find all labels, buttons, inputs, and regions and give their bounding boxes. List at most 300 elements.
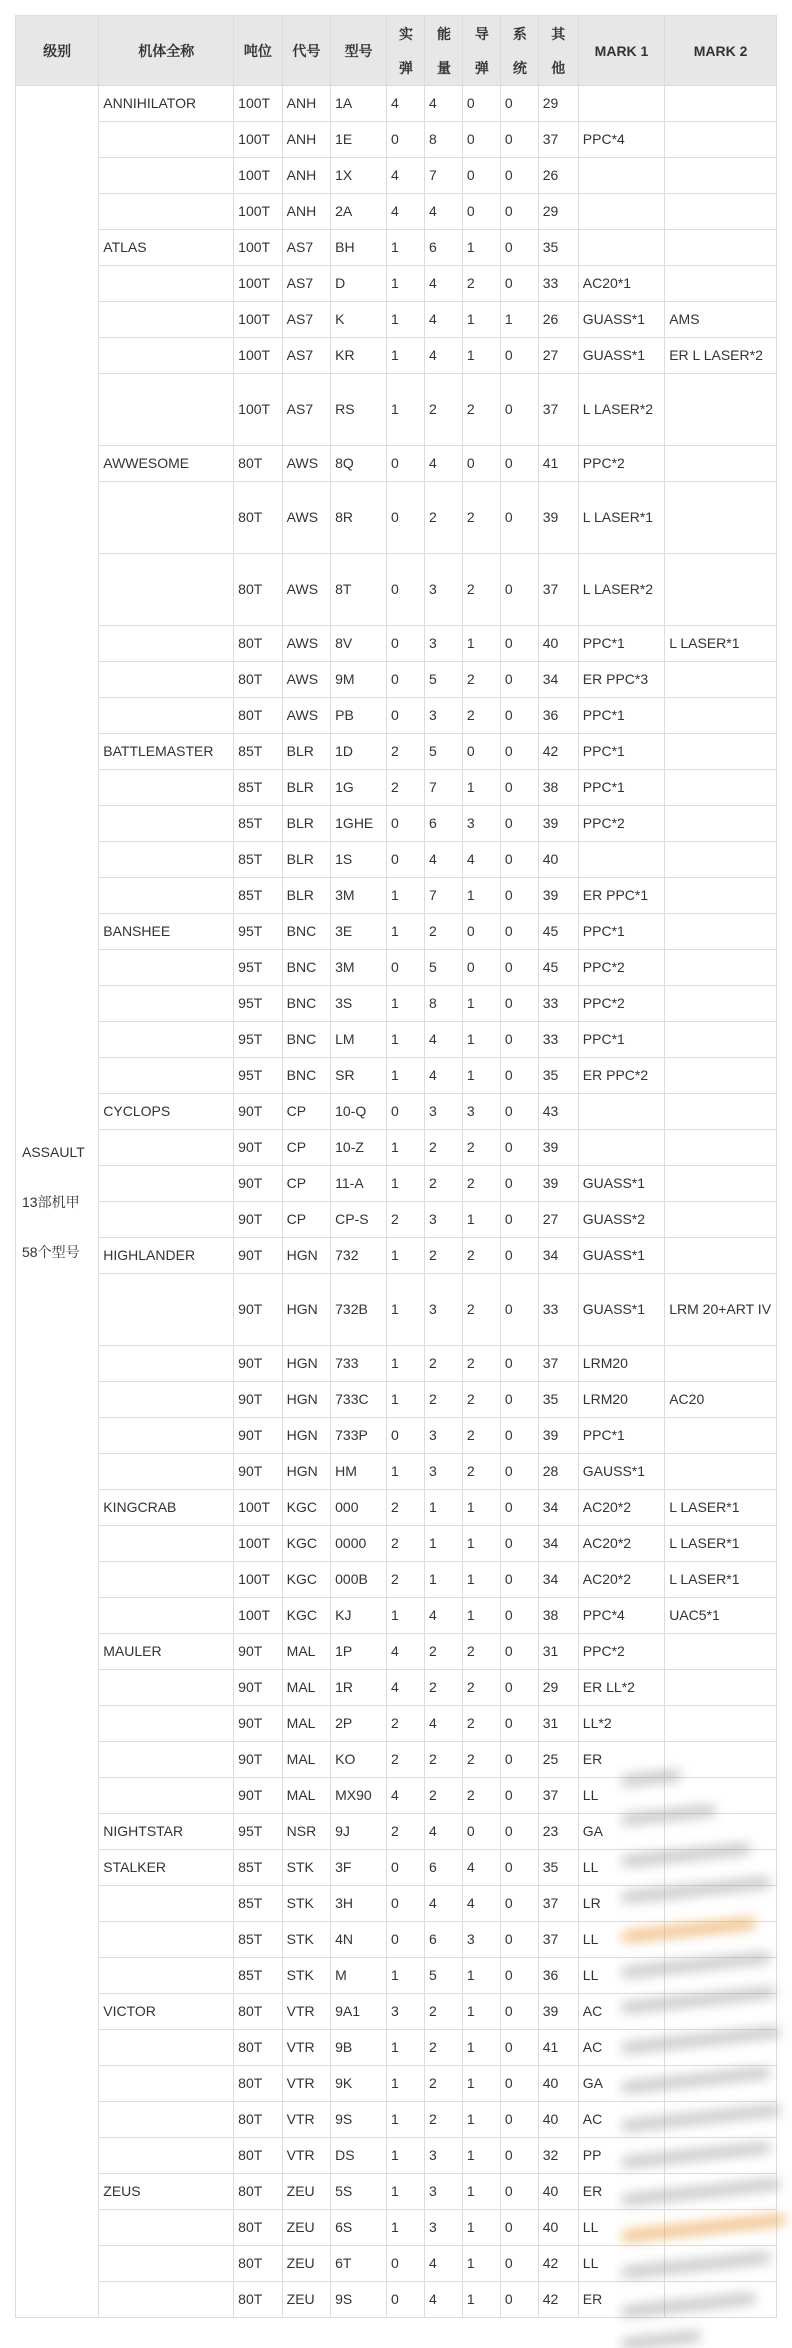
- mech-name-cell: MAULER: [99, 1634, 234, 1670]
- ballistic-cell: 4: [387, 194, 425, 230]
- ballistic-cell: 0: [387, 626, 425, 662]
- page: [15, 15, 777, 2318]
- other-cell: 40: [538, 2210, 578, 2246]
- tonnage-cell: 80T: [234, 662, 282, 698]
- model-cell: CP-S: [331, 1202, 387, 1238]
- table-row: [16, 734, 777, 770]
- missile-cell: 1: [462, 1994, 500, 2030]
- mark1-cell: GUASS*1: [578, 1166, 664, 1202]
- code-cell: KGC: [282, 1598, 330, 1634]
- mark2-cell: ER L LASER*2: [665, 338, 777, 374]
- model-cell: 1GHE: [331, 806, 387, 842]
- mark1-cell: AC: [578, 2102, 664, 2138]
- code-cell: KGC: [282, 1562, 330, 1598]
- energy-cell: 4: [424, 2246, 462, 2282]
- tonnage-cell: 100T: [234, 374, 282, 446]
- missile-cell: 3: [462, 1094, 500, 1130]
- mark2-cell: UAC5*1: [665, 1598, 777, 1634]
- code-cell: HGN: [282, 1454, 330, 1490]
- code-cell: ANH: [282, 158, 330, 194]
- model-cell: 9J: [331, 1814, 387, 1850]
- missile-cell: 1: [462, 2030, 500, 2066]
- tonnage-cell: 95T: [234, 1814, 282, 1850]
- mark1-cell: L LASER*2: [578, 554, 664, 626]
- other-cell: 37: [538, 1778, 578, 1814]
- ballistic-cell: 0: [387, 446, 425, 482]
- tonnage-cell: 85T: [234, 1922, 282, 1958]
- other-cell: 35: [538, 230, 578, 266]
- ballistic-cell: 1: [387, 1238, 425, 1274]
- other-cell: 29: [538, 86, 578, 122]
- other-cell: 39: [538, 1418, 578, 1454]
- other-cell: 35: [538, 1058, 578, 1094]
- table-row: [16, 194, 777, 230]
- tonnage-cell: 100T: [234, 1562, 282, 1598]
- mark2-cell: [665, 1130, 777, 1166]
- model-cell: 3H: [331, 1886, 387, 1922]
- code-cell: KGC: [282, 1526, 330, 1562]
- tonnage-cell: 90T: [234, 1346, 282, 1382]
- mech-name-cell: [99, 2066, 234, 2102]
- header-name: 机体全称: [99, 16, 234, 86]
- ballistic-cell: 1: [387, 2210, 425, 2246]
- mech-name-cell: [99, 194, 234, 230]
- table-row: [16, 950, 777, 986]
- table-row: [16, 878, 777, 914]
- ballistic-cell: 1: [387, 1058, 425, 1094]
- energy-cell: 2: [424, 1166, 462, 1202]
- mech-name-cell: [99, 1598, 234, 1634]
- system-cell: 0: [500, 662, 538, 698]
- tonnage-cell: 80T: [234, 446, 282, 482]
- energy-cell: 4: [424, 1814, 462, 1850]
- ballistic-cell: 1: [387, 1598, 425, 1634]
- tonnage-cell: 80T: [234, 626, 282, 662]
- system-cell: 0: [500, 914, 538, 950]
- code-cell: MAL: [282, 1706, 330, 1742]
- ballistic-cell: 0: [387, 842, 425, 878]
- other-cell: 32: [538, 2138, 578, 2174]
- energy-cell: 6: [424, 1850, 462, 1886]
- other-cell: 40: [538, 2066, 578, 2102]
- mark2-cell: [665, 86, 777, 122]
- tonnage-cell: 80T: [234, 1994, 282, 2030]
- ballistic-cell: 4: [387, 1670, 425, 1706]
- table-row: [16, 2102, 777, 2138]
- ballistic-cell: 1: [387, 1022, 425, 1058]
- tonnage-cell: 80T: [234, 482, 282, 554]
- missile-cell: 2: [462, 1418, 500, 1454]
- ballistic-cell: 2: [387, 770, 425, 806]
- mark2-cell: [665, 878, 777, 914]
- system-cell: 0: [500, 626, 538, 662]
- mech-name-cell: ATLAS: [99, 230, 234, 266]
- missile-cell: 1: [462, 302, 500, 338]
- code-cell: VTR: [282, 2030, 330, 2066]
- other-cell: 34: [538, 1562, 578, 1598]
- missile-cell: 2: [462, 1778, 500, 1814]
- mark1-cell: LRM20: [578, 1346, 664, 1382]
- system-cell: 0: [500, 1094, 538, 1130]
- missile-cell: 1: [462, 1526, 500, 1562]
- code-cell: HGN: [282, 1274, 330, 1346]
- ballistic-cell: 2: [387, 1202, 425, 1238]
- mech-name-cell: ZEUS: [99, 2174, 234, 2210]
- energy-cell: 4: [424, 1058, 462, 1094]
- table-row: [16, 266, 777, 302]
- mech-name-cell: KINGCRAB: [99, 1490, 234, 1526]
- table-row: [16, 1814, 777, 1850]
- ballistic-cell: 1: [387, 302, 425, 338]
- mark2-cell: L LASER*1: [665, 1490, 777, 1526]
- mark1-cell: PPC*4: [578, 122, 664, 158]
- mech-name-cell: [99, 302, 234, 338]
- table-row: [16, 1598, 777, 1634]
- model-cell: 1P: [331, 1634, 387, 1670]
- mech-name-cell: [99, 1166, 234, 1202]
- mech-name-cell: [99, 2210, 234, 2246]
- class-cell-line: 13部机甲: [22, 1193, 80, 1210]
- mark2-cell: [665, 770, 777, 806]
- tonnage-cell: 90T: [234, 1094, 282, 1130]
- tonnage-cell: 80T: [234, 2102, 282, 2138]
- other-cell: 40: [538, 2102, 578, 2138]
- energy-cell: 2: [424, 2030, 462, 2066]
- system-cell: 0: [500, 1706, 538, 1742]
- model-cell: 3M: [331, 878, 387, 914]
- energy-cell: 4: [424, 86, 462, 122]
- header-system: 系统: [500, 16, 538, 86]
- mark1-cell: PPC*2: [578, 446, 664, 482]
- table-row: [16, 1346, 777, 1382]
- model-cell: D: [331, 266, 387, 302]
- missile-cell: 1: [462, 878, 500, 914]
- other-cell: 39: [538, 1166, 578, 1202]
- system-cell: 0: [500, 446, 538, 482]
- ballistic-cell: 0: [387, 554, 425, 626]
- other-cell: 34: [538, 1238, 578, 1274]
- ballistic-cell: 0: [387, 122, 425, 158]
- mark1-cell: PPC*1: [578, 914, 664, 950]
- model-cell: 8T: [331, 554, 387, 626]
- other-cell: 36: [538, 698, 578, 734]
- mark1-cell: [578, 86, 664, 122]
- tonnage-cell: 80T: [234, 2282, 282, 2318]
- energy-cell: 3: [424, 1418, 462, 1454]
- code-cell: ANH: [282, 86, 330, 122]
- energy-cell: 2: [424, 374, 462, 446]
- ballistic-cell: 2: [387, 1490, 425, 1526]
- tonnage-cell: 90T: [234, 1382, 282, 1418]
- model-cell: 732B: [331, 1274, 387, 1346]
- table-row: [16, 1778, 777, 1814]
- model-cell: MX90: [331, 1778, 387, 1814]
- mark1-cell: LL*2: [578, 1706, 664, 1742]
- missile-cell: 0: [462, 1814, 500, 1850]
- code-cell: HGN: [282, 1346, 330, 1382]
- tonnage-cell: 80T: [234, 2246, 282, 2282]
- tonnage-cell: 80T: [234, 2066, 282, 2102]
- table-row: [16, 1058, 777, 1094]
- mech-name-cell: [99, 2246, 234, 2282]
- tonnage-cell: 85T: [234, 1850, 282, 1886]
- system-cell: 0: [500, 2210, 538, 2246]
- mark2-cell: [665, 194, 777, 230]
- other-cell: 39: [538, 1994, 578, 2030]
- tonnage-cell: 100T: [234, 122, 282, 158]
- mark2-cell: [665, 266, 777, 302]
- mark1-cell: GUASS*2: [578, 1202, 664, 1238]
- mech-name-cell: [99, 1526, 234, 1562]
- header-row: [16, 16, 777, 86]
- code-cell: AWS: [282, 698, 330, 734]
- mark1-cell: [578, 158, 664, 194]
- system-cell: 0: [500, 698, 538, 734]
- tonnage-cell: 90T: [234, 1706, 282, 1742]
- code-cell: AS7: [282, 374, 330, 446]
- missile-cell: 2: [462, 482, 500, 554]
- mark1-cell: ER PPC*3: [578, 662, 664, 698]
- table-row: [16, 1670, 777, 1706]
- table-row: [16, 698, 777, 734]
- model-cell: 1A: [331, 86, 387, 122]
- ballistic-cell: 0: [387, 806, 425, 842]
- energy-cell: 1: [424, 1526, 462, 1562]
- code-cell: AWS: [282, 554, 330, 626]
- mark1-cell: [578, 1130, 664, 1166]
- header-ballistic: 实弹: [387, 16, 425, 86]
- system-cell: 0: [500, 482, 538, 554]
- code-cell: AWS: [282, 662, 330, 698]
- ballistic-cell: 2: [387, 1526, 425, 1562]
- tonnage-cell: 90T: [234, 1742, 282, 1778]
- mech-name-cell: [99, 158, 234, 194]
- table-row: [16, 374, 777, 446]
- model-cell: LM: [331, 1022, 387, 1058]
- ballistic-cell: 4: [387, 1778, 425, 1814]
- model-cell: BH: [331, 230, 387, 266]
- other-cell: 33: [538, 1274, 578, 1346]
- tonnage-cell: 100T: [234, 266, 282, 302]
- other-cell: 34: [538, 1490, 578, 1526]
- system-cell: 0: [500, 1058, 538, 1094]
- tonnage-cell: 80T: [234, 2138, 282, 2174]
- mech-name-cell: [99, 878, 234, 914]
- missile-cell: 2: [462, 374, 500, 446]
- mark1-cell: AC20*2: [578, 1562, 664, 1598]
- other-cell: 37: [538, 554, 578, 626]
- ballistic-cell: 4: [387, 1634, 425, 1670]
- mark1-cell: PPC*1: [578, 1418, 664, 1454]
- ballistic-cell: 0: [387, 1418, 425, 1454]
- code-cell: AWS: [282, 626, 330, 662]
- energy-cell: 4: [424, 446, 462, 482]
- table-row: [16, 2282, 777, 2318]
- header-mark2: MARK 2: [665, 16, 777, 86]
- mech-name-cell: [99, 2030, 234, 2066]
- system-cell: 0: [500, 1238, 538, 1274]
- system-cell: 0: [500, 554, 538, 626]
- mark1-cell: AC: [578, 2030, 664, 2066]
- table-row: [16, 1202, 777, 1238]
- energy-cell: 5: [424, 1958, 462, 1994]
- table-row: [16, 2210, 777, 2246]
- other-cell: 37: [538, 1346, 578, 1382]
- mark1-cell: PPC*2: [578, 806, 664, 842]
- mark1-cell: [578, 1094, 664, 1130]
- system-cell: 0: [500, 1742, 538, 1778]
- table-row: [16, 86, 777, 122]
- ballistic-cell: 1: [387, 1958, 425, 1994]
- system-cell: 0: [500, 1814, 538, 1850]
- model-cell: PB: [331, 698, 387, 734]
- tonnage-cell: 90T: [234, 1634, 282, 1670]
- system-cell: 0: [500, 1994, 538, 2030]
- other-cell: 41: [538, 2030, 578, 2066]
- mark2-cell: [665, 2030, 777, 2066]
- mark1-cell: GUASS*1: [578, 1238, 664, 1274]
- code-cell: MAL: [282, 1670, 330, 1706]
- other-cell: 29: [538, 194, 578, 230]
- mech-name-cell: HIGHLANDER: [99, 1238, 234, 1274]
- ballistic-cell: 2: [387, 1742, 425, 1778]
- system-cell: 0: [500, 374, 538, 446]
- system-cell: 0: [500, 1562, 538, 1598]
- ballistic-cell: 0: [387, 482, 425, 554]
- mark2-cell: [665, 950, 777, 986]
- mech-name-cell: [99, 1346, 234, 1382]
- mech-name-cell: [99, 626, 234, 662]
- mark1-cell: LRM20: [578, 1382, 664, 1418]
- mark1-cell: PPC*1: [578, 770, 664, 806]
- other-cell: 37: [538, 374, 578, 446]
- system-cell: 0: [500, 986, 538, 1022]
- system-cell: 0: [500, 122, 538, 158]
- system-cell: 0: [500, 2174, 538, 2210]
- missile-cell: 1: [462, 1490, 500, 1526]
- mark1-cell: LR: [578, 1886, 664, 1922]
- energy-cell: 1: [424, 1490, 462, 1526]
- table-row: [16, 770, 777, 806]
- header-energy: 能量: [424, 16, 462, 86]
- system-cell: 0: [500, 1274, 538, 1346]
- table-row: [16, 230, 777, 266]
- ballistic-cell: 1: [387, 878, 425, 914]
- mech-name-cell: ANNIHILATOR: [99, 86, 234, 122]
- tonnage-cell: 100T: [234, 1598, 282, 1634]
- code-cell: KGC: [282, 1490, 330, 1526]
- other-cell: 41: [538, 446, 578, 482]
- mark2-cell: [665, 1742, 777, 1778]
- model-cell: 9S: [331, 2282, 387, 2318]
- energy-cell: 2: [424, 1742, 462, 1778]
- missile-cell: 1: [462, 2246, 500, 2282]
- missile-cell: 0: [462, 194, 500, 230]
- other-cell: 34: [538, 1526, 578, 1562]
- mark2-cell: L LASER*1: [665, 1562, 777, 1598]
- ballistic-cell: 0: [387, 662, 425, 698]
- ballistic-cell: 1: [387, 914, 425, 950]
- model-cell: 9M: [331, 662, 387, 698]
- energy-cell: 3: [424, 1202, 462, 1238]
- code-cell: BNC: [282, 1058, 330, 1094]
- mark2-cell: [665, 2210, 777, 2246]
- code-cell: STK: [282, 1850, 330, 1886]
- system-cell: 0: [500, 2282, 538, 2318]
- table-row: [16, 1886, 777, 1922]
- table-row: [16, 914, 777, 950]
- tonnage-cell: 85T: [234, 878, 282, 914]
- other-cell: 38: [538, 770, 578, 806]
- other-cell: 39: [538, 806, 578, 842]
- mech-name-cell: [99, 1454, 234, 1490]
- table-row: [16, 1958, 777, 1994]
- code-cell: BLR: [282, 734, 330, 770]
- missile-cell: 0: [462, 950, 500, 986]
- ballistic-cell: 0: [387, 950, 425, 986]
- energy-cell: 7: [424, 770, 462, 806]
- mark2-cell: [665, 1238, 777, 1274]
- other-cell: 27: [538, 1202, 578, 1238]
- mark1-cell: PPC*1: [578, 734, 664, 770]
- missile-cell: 1: [462, 1598, 500, 1634]
- mech-name-cell: [99, 1418, 234, 1454]
- ballistic-cell: 1: [387, 338, 425, 374]
- code-cell: STK: [282, 1886, 330, 1922]
- model-cell: 1E: [331, 122, 387, 158]
- other-cell: 35: [538, 1850, 578, 1886]
- other-cell: 33: [538, 266, 578, 302]
- missile-cell: 2: [462, 266, 500, 302]
- mech-name-cell: [99, 662, 234, 698]
- mark2-cell: [665, 122, 777, 158]
- mark1-cell: PPC*4: [578, 1598, 664, 1634]
- energy-cell: 2: [424, 1778, 462, 1814]
- tonnage-cell: 80T: [234, 698, 282, 734]
- table-row: [16, 2246, 777, 2282]
- model-cell: 2A: [331, 194, 387, 230]
- other-cell: 25: [538, 1742, 578, 1778]
- missile-cell: 2: [462, 554, 500, 626]
- energy-cell: 3: [424, 2210, 462, 2246]
- energy-cell: 3: [424, 698, 462, 734]
- tonnage-cell: 100T: [234, 230, 282, 266]
- mark2-cell: LRM 20+ART IV: [665, 1274, 777, 1346]
- system-cell: 0: [500, 1850, 538, 1886]
- code-cell: CP: [282, 1202, 330, 1238]
- mech-name-cell: [99, 482, 234, 554]
- other-cell: 37: [538, 1886, 578, 1922]
- other-cell: 45: [538, 950, 578, 986]
- model-cell: 9S: [331, 2102, 387, 2138]
- mark1-cell: ER: [578, 1742, 664, 1778]
- mark1-cell: GAUSS*1: [578, 1454, 664, 1490]
- system-cell: 0: [500, 770, 538, 806]
- tonnage-cell: 90T: [234, 1166, 282, 1202]
- model-cell: 733P: [331, 1418, 387, 1454]
- mech-name-cell: NIGHTSTAR: [99, 1814, 234, 1850]
- code-cell: BNC: [282, 914, 330, 950]
- table-row: [16, 662, 777, 698]
- system-cell: 0: [500, 158, 538, 194]
- other-cell: 31: [538, 1634, 578, 1670]
- mark1-cell: [578, 230, 664, 266]
- energy-cell: 1: [424, 1562, 462, 1598]
- mark1-cell: ER LL*2: [578, 1670, 664, 1706]
- mark1-cell: LL: [578, 1958, 664, 1994]
- mark1-cell: PPC*1: [578, 626, 664, 662]
- mark1-cell: ER: [578, 2282, 664, 2318]
